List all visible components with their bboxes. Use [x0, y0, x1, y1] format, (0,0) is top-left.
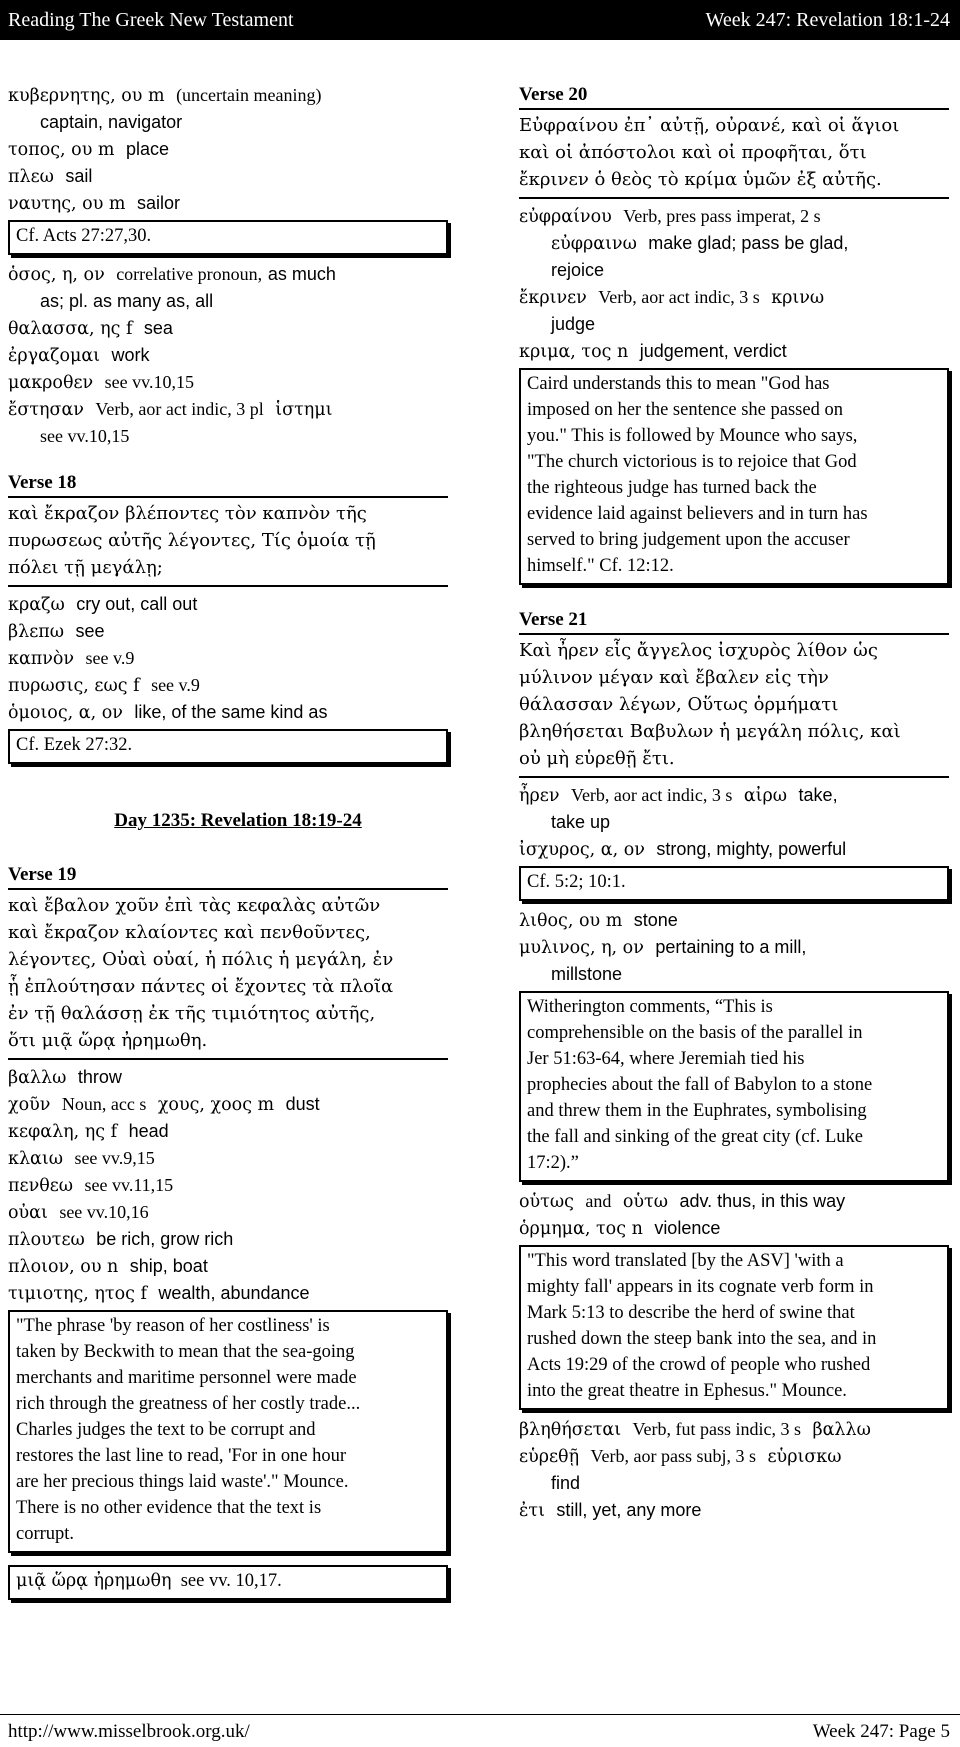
gloss: stone — [633, 910, 678, 930]
vocab-entry — [8, 1280, 448, 1307]
vocab-entry — [519, 284, 949, 311]
gloss: as; pl. as many as, all — [40, 291, 214, 311]
gloss: Verb, aor act indic, 3 pl — [95, 399, 264, 419]
vocab-entry — [519, 907, 949, 934]
vocab-entry — [8, 672, 448, 699]
text-line: you." This is followed by Mounce who says, — [527, 426, 858, 446]
vocab-entry — [519, 782, 949, 809]
text-line: μύλινον μέγαν καὶ ἔβαλεν εἰς τὴν — [519, 667, 829, 688]
vocab-entry — [519, 1470, 949, 1497]
verse-text — [519, 108, 949, 199]
text-line: λέγοντες, Οὐαὶ οὐαί, ἡ πόλις ἡ μεγάλη, ἐν — [8, 949, 394, 970]
vocab-entry — [519, 1443, 949, 1470]
greek-term: εὐφραινω — [551, 234, 637, 254]
greek-term: μακροθεν — [8, 373, 94, 393]
vocab-entry — [8, 591, 448, 618]
text-line: Εὐφραίνου ἐπ᾽ αὐτῇ, οὐρανέ, καὶ οἱ ἅγιοι — [519, 115, 900, 136]
vocab-entry — [519, 311, 949, 338]
vocab-entry — [8, 109, 448, 136]
greek-term: ὁρμημα, τος n — [519, 1219, 643, 1239]
vocab-entry — [8, 645, 448, 672]
text-line: comprehensible on the basis of the parallel in — [527, 1023, 863, 1043]
greek-term: πλεω — [8, 167, 54, 187]
vocab-entry — [8, 618, 448, 645]
day-heading: Day 1235: Revelation 18:19-24 — [114, 810, 362, 831]
vocab-entry — [8, 1118, 448, 1145]
verse-text — [519, 633, 949, 778]
vocab-entry — [8, 288, 448, 315]
gloss: be rich, grow rich — [96, 1229, 234, 1249]
vocab-verse21a — [519, 782, 949, 863]
greek-term: οὑτω — [622, 1192, 668, 1212]
vocab-entry — [8, 1091, 448, 1118]
gloss: see v.9 — [151, 675, 200, 695]
note-box: Cf. Acts 27:27,30. — [8, 220, 448, 255]
gloss: Verb, pres pass imperat, 2 s — [623, 206, 821, 226]
gloss: Noun, acc s — [61, 1094, 147, 1114]
right-column — [519, 82, 949, 1524]
greek-term: τιμιοτης, ητος f — [8, 1284, 147, 1304]
text-line: Acts 19:29 of the crowd of people who rushed — [527, 1355, 871, 1375]
greek-term: ναυτης, ου m — [8, 194, 126, 214]
text-line: ἔκρινεν ὁ θεὸς τὸ κρίμα ὑμῶν ἐξ αὐτῆς. — [519, 169, 882, 190]
greek-term: βληθήσεται — [519, 1420, 622, 1440]
text-line: ἐν τῇ θαλάσσῃ ἐκ τῆς τιμιότητος αὐτῆς, — [8, 1003, 376, 1024]
text-line: imposed on her the sentence she passed on — [527, 400, 843, 420]
gloss: strong, mighty, powerful — [656, 839, 847, 859]
text-line: 17:2).” — [527, 1153, 579, 1173]
text-line: taken by Beckwith to mean that the sea-going — [16, 1342, 355, 1362]
gloss: rejoice — [551, 260, 605, 280]
left-column — [8, 82, 448, 1606]
vocab-entry — [519, 1215, 949, 1242]
text-line: καὶ ἔκραζον βλέποντες τὸν καπνὸν τῆς — [8, 503, 367, 524]
greek-term: τοπος, ου m — [8, 140, 115, 160]
gloss: violence — [654, 1218, 721, 1238]
vocab-top — [8, 82, 448, 217]
text-line: into the great theatre in Ephesus." Mounce. — [527, 1381, 847, 1401]
text-line: rushed down the steep bank into the sea, and in — [527, 1329, 877, 1349]
greek-term: κρινω — [771, 288, 825, 308]
gloss: make glad; pass be glad, — [648, 233, 849, 253]
vocab-entry — [519, 961, 949, 988]
gloss: work — [111, 345, 150, 365]
text-line: merchants and maritime personnel were made — [16, 1368, 357, 1388]
gloss: cry out, call out — [76, 594, 198, 614]
gloss: sea — [143, 318, 173, 338]
vocab-entry — [519, 257, 949, 284]
greek-term: βαλλω — [812, 1420, 871, 1440]
vocab-entry — [8, 163, 448, 190]
greek-term: κραζω — [8, 595, 65, 615]
text-line: "The church victorious is to rejoice that God — [527, 452, 857, 472]
gloss: throw — [77, 1067, 122, 1087]
greek-term: χοῦν — [8, 1095, 51, 1115]
gloss: Verb, fut pass indic, 3 s — [632, 1419, 802, 1439]
greek-term: πυρωσις, εως f — [8, 676, 140, 696]
footer-page: Week 247: Page 5 — [812, 1721, 950, 1742]
greek-term: ὁσος, η, ον — [8, 265, 105, 285]
greek-term: εὐφραίνου — [519, 207, 612, 227]
greek-term: βαλλω — [8, 1068, 67, 1088]
text-line: πόλει τῇ μεγάλῃ; — [8, 557, 163, 578]
gloss: Verb, aor pass subj, 3 s — [590, 1446, 757, 1466]
greek-term: πενθεω — [8, 1176, 74, 1196]
text-line: rich through the greatness of her costly trade... — [16, 1394, 361, 1414]
greek-term: κλαιω — [8, 1149, 63, 1169]
vocab-entry — [8, 261, 448, 288]
vocab-entry — [8, 423, 448, 450]
vocab-verse21c — [519, 1188, 949, 1242]
vocab-entry — [519, 230, 949, 257]
vocab-entry — [519, 338, 949, 365]
text-line: θάλασσαν λέγων, Οὕτως ὁρμήματι — [519, 694, 839, 715]
vocab-mid — [8, 261, 448, 450]
greek-term: ἱστημι — [275, 400, 333, 420]
gloss: wealth, abundance — [158, 1283, 310, 1303]
vocab-entry — [519, 809, 949, 836]
vocab-verse21d — [519, 1416, 949, 1524]
gloss: (uncertain meaning) — [176, 85, 322, 105]
verse-heading: Verse 18 — [8, 472, 77, 493]
greek-term: θαλασσα, ης f — [8, 319, 133, 339]
gloss: see v.9 — [85, 648, 135, 668]
gloss: see vv.9,15 — [74, 1148, 155, 1168]
gloss: dust — [285, 1094, 320, 1114]
vocab-entry — [8, 82, 448, 109]
greek-term: μιᾷ ὥρᾳ ἠρημωθη — [16, 1571, 172, 1591]
vocab-entry — [8, 369, 448, 396]
page-header — [0, 0, 960, 40]
gloss: adv. thus, in this way — [679, 1191, 846, 1211]
vocab-entry — [519, 1497, 949, 1524]
gloss: see — [75, 621, 105, 641]
text-line: Jer 51:63-64, where Jeremiah tied his — [527, 1049, 805, 1069]
greek-term: ὁμοιος, α, ον — [8, 703, 123, 723]
vocab-entry — [519, 1416, 949, 1443]
text-line: and threw them in the Euphrates, symbolising — [527, 1101, 867, 1121]
verse-heading: Verse 21 — [519, 609, 588, 630]
greek-term: εὑρισκω — [767, 1447, 842, 1467]
vocab-entry — [8, 1253, 448, 1280]
text-line: "The phrase 'by reason of her costliness' is — [16, 1316, 330, 1336]
greek-term: κριμα, τος n — [519, 342, 629, 362]
gloss: take up — [551, 812, 611, 832]
gloss: see vv.10,16 — [59, 1202, 149, 1222]
header-title: Reading The Greek New Testament — [8, 9, 294, 31]
greek-term: ἦρεν — [519, 786, 560, 806]
gloss: ship, boat — [129, 1256, 208, 1276]
greek-term: λιθος, ου m — [519, 911, 623, 931]
greek-term: μυλινος, η, ον — [519, 938, 644, 958]
note-box — [519, 991, 949, 1182]
text-line: Caird understands this to mean "God has — [527, 374, 830, 394]
greek-term: κεφαλη, ης f — [8, 1122, 118, 1142]
text-line: prophecies about the fall of Babylon to a stone — [527, 1075, 873, 1095]
gloss: see vv.10,15 — [40, 426, 130, 446]
greek-term: ἐργαζομαι — [8, 346, 101, 366]
vocab-entry — [8, 315, 448, 342]
text-line: are her precious things laid waste'." Mounce. — [16, 1472, 349, 1492]
gloss: head — [128, 1121, 169, 1141]
text-line: Witherington comments, “This is — [527, 997, 773, 1017]
verse-heading: Verse 20 — [519, 84, 588, 105]
text-line: There is no other evidence that the text is — [16, 1498, 322, 1518]
gloss: place — [125, 139, 169, 159]
greek-term: ἔκρινεν — [519, 288, 587, 308]
text-line: καὶ οἱ ἀπόστολοι καὶ οἱ προφῆται, ὅτι — [519, 142, 867, 163]
text-line: restores the last line to read, 'For in one hour — [16, 1446, 347, 1466]
gloss: sailor — [136, 193, 180, 213]
text-line: served to bring judgement upon the accuser — [527, 530, 850, 550]
text-line: Charles judges the text to be corrupt and — [16, 1420, 316, 1440]
vocab-verse21b — [519, 907, 949, 988]
gloss: Verb, aor act indic, 3 s — [570, 785, 733, 805]
greek-term: πλοιον, ου n — [8, 1257, 119, 1277]
gloss: find — [551, 1473, 581, 1493]
greek-term: ἔστησαν — [8, 400, 84, 420]
greek-term: χους, χοος m — [157, 1095, 275, 1115]
text-line: ὅτι μιᾷ ὥρᾳ ἠρημωθη. — [8, 1030, 208, 1051]
gloss: see vv.10,15 — [104, 372, 194, 392]
vocab-entry — [8, 1064, 448, 1091]
greek-term: βλεπω — [8, 622, 65, 642]
greek-term: οὐαι — [8, 1203, 48, 1223]
note-box: Cf. Ezek 27:32. — [8, 729, 448, 764]
vocab-entry — [8, 396, 448, 423]
vocab-entry — [519, 203, 949, 230]
text-line: corrupt. — [16, 1524, 75, 1544]
verse-text — [8, 888, 448, 1060]
vocab-entry — [519, 836, 949, 863]
text-line: Mark 5:13 to describe the herd of swine that — [527, 1303, 855, 1323]
vocab-entry — [8, 342, 448, 369]
gloss: see vv.11,15 — [84, 1175, 174, 1195]
gloss: correlative pronoun, — [116, 264, 263, 284]
text-line: mighty fall' appears in its cognate verb form in — [527, 1277, 874, 1297]
header-week: Week 247: Revelation 18:1-24 — [705, 9, 950, 31]
verse-heading: Verse 19 — [8, 864, 77, 885]
greek-term: ἰσχυρος, α, ον — [519, 840, 645, 860]
note-box — [8, 1565, 448, 1600]
greek-term: οὑτως — [519, 1192, 574, 1212]
gloss: like, of the same kind as — [134, 702, 328, 722]
greek-term: πλουτεω — [8, 1230, 85, 1250]
verse-text — [8, 496, 448, 587]
gloss: judge — [551, 314, 596, 334]
greek-term: καπνὸν — [8, 649, 75, 669]
text-line: καὶ ἔβαλον χοῦν ἐπὶ τὰς κεφαλὰς αὐτῶν — [8, 895, 381, 916]
gloss: still, yet, any more — [556, 1500, 702, 1520]
gloss: captain, navigator — [40, 112, 183, 132]
vocab-entry — [8, 699, 448, 726]
note-text: see vv. 10,17. — [180, 1571, 282, 1591]
vocab-entry — [8, 1145, 448, 1172]
footer-url: http://www.misselbrook.org.uk/ — [8, 1721, 250, 1742]
gloss: Verb, aor act indic, 3 s — [598, 287, 760, 307]
vocab-entry — [8, 1172, 448, 1199]
text-line: "This word translated [by the ASV] 'with a — [527, 1251, 844, 1271]
vocab-verse18 — [8, 591, 448, 726]
note-box — [8, 1310, 448, 1553]
greek-term: αἰρω — [743, 786, 788, 806]
greek-term: ἐτι — [519, 1501, 545, 1521]
vocab-entry — [519, 1188, 949, 1215]
vocab-verse20 — [519, 203, 949, 365]
gloss: millstone — [551, 964, 623, 984]
gloss: pertaining to a mill, — [655, 937, 807, 957]
gloss: take, — [798, 785, 838, 805]
vocab-entry — [8, 190, 448, 217]
text-line: βληθήσεται Βαβυλων ἡ μεγάλη πόλις, καὶ — [519, 721, 901, 742]
text-line: the fall and sinking of the great city (cf. Luke — [527, 1127, 863, 1147]
note-box — [519, 1245, 949, 1410]
note-box: Cf. 5:2; 10:1. — [519, 866, 949, 901]
greek-term: κυβερνητης, ου m — [8, 86, 165, 106]
vocab-entry — [8, 1199, 448, 1226]
vocab-entry — [8, 1226, 448, 1253]
vocab-verse19 — [8, 1064, 448, 1307]
page-footer — [0, 1714, 960, 1747]
text-line: the righteous judge has turned back the — [527, 478, 817, 498]
note-box — [519, 368, 949, 585]
text-line: πυρωσεως αὐτῆς λέγοντες, Τίς ὁμοία τῇ — [8, 530, 376, 551]
text-line: Καὶ ἦρεν εἷς ἄγγελος ἰσχυρὸς λίθον ὡς — [519, 640, 878, 661]
greek-term: εὑρεθῇ — [519, 1447, 580, 1467]
gloss: as much — [267, 264, 336, 284]
text-line: evidence laid against believers and in turn has — [527, 504, 868, 524]
text-line: himself." Cf. 12:12. — [527, 556, 674, 576]
gloss: and — [585, 1191, 612, 1211]
text-line: οὐ μὴ εὑρεθῇ ἔτι. — [519, 748, 675, 769]
text-line: ᾗ ἐπλούτησαν πάντες οἱ ἔχοντες τὰ πλοῖα — [8, 976, 394, 997]
gloss: judgement, verdict — [639, 341, 787, 361]
text-line: καὶ ἔκραζον κλαίοντες καὶ πενθοῦντες, — [8, 922, 371, 943]
vocab-entry — [519, 934, 949, 961]
gloss: sail — [65, 166, 93, 186]
vocab-entry — [8, 136, 448, 163]
